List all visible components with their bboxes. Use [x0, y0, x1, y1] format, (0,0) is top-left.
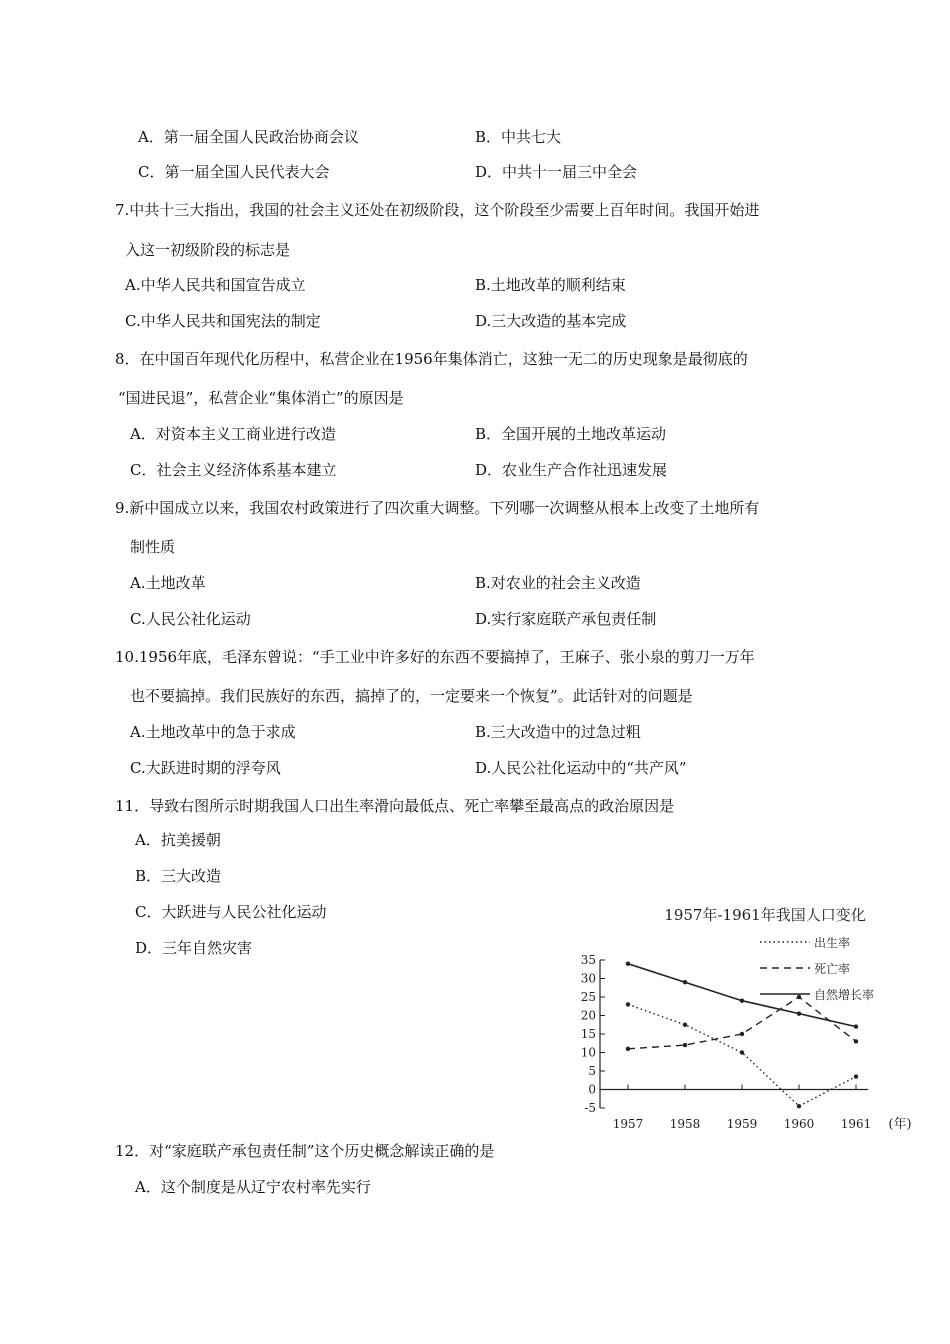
q10-option-c: C.大跃进时期的浮夸风	[130, 759, 281, 777]
x-tick-label: 1960	[783, 1117, 815, 1131]
q11-option-c: C．大跃进与人民公社化运动	[135, 903, 327, 921]
q9-option-a: A.土地改革	[130, 574, 206, 592]
q9-option-c: C.人民公社化运动	[130, 610, 251, 628]
data-point	[854, 1024, 858, 1028]
x-tick-label: 1961	[840, 1117, 872, 1131]
q7-option-b: B.土地改革的顺利结束	[475, 276, 626, 294]
y-tick-label: 0	[588, 1082, 596, 1097]
q10-stem-line2: 也不要搞掉。我们民族好的东西，搞掉了的，一定要来一个恢复”。此话针对的问题是	[130, 687, 693, 705]
q8-stem-line2: “国进民退”，私营企业“集体消亡”的原因是	[118, 389, 404, 407]
q9-stem-line2: 制性质	[130, 538, 176, 556]
chart-legend	[760, 935, 874, 1002]
q8-stem-line1: 8．在中国百年现代化历程中，私营企业在1956年集体消亡，这独一无二的历史现象是最彻底的	[115, 350, 748, 368]
q11-option-d: D．三年自然灾害	[135, 939, 253, 957]
q10-option-a: A.土地改革中的急于求成	[130, 723, 296, 741]
legend-label: 出生率	[814, 936, 851, 950]
data-point	[854, 1074, 858, 1078]
q6-option-b: B．中共七大	[475, 128, 562, 146]
y-tick-label: 10	[580, 1045, 596, 1060]
y-tick-label: 30	[580, 971, 596, 986]
q11-option-b: B．三大改造	[135, 867, 222, 885]
q9-option-d: D.实行家庭联产承包责任制	[475, 610, 657, 628]
q11-stem-line1: 11．导致右图所示时期我国人口出生率滑向最低点、死亡率攀至最高点的政治原因是	[115, 797, 675, 815]
q12-stem-line1: 12．对“家庭联产承包责任制”这个历史概念解读正确的是	[115, 1142, 495, 1160]
q7-option-d: D.三大改造的基本完成	[475, 312, 627, 330]
q7-option-c: C.中华人民共和国宪法的制定	[125, 312, 321, 330]
data-point	[740, 999, 744, 1003]
data-point	[797, 1104, 801, 1108]
y-tick-label: 25	[580, 990, 596, 1004]
series-line-2	[628, 997, 856, 1049]
y-tick-label: 5	[588, 1064, 596, 1078]
data-point	[683, 1023, 687, 1027]
q10-option-b: B.三大改造中的过急过粗	[475, 723, 641, 741]
q8-option-d: D．农业生产合作社迅速发展	[475, 461, 668, 479]
q6-option-a: A．第一届全国人民政治协商会议	[138, 128, 359, 146]
q9-option-b: B.对农业的社会主义改造	[475, 574, 641, 592]
data-point	[854, 1039, 858, 1043]
data-point	[797, 995, 801, 999]
q10-stem-line1: 10.1956年底，毛泽东曾说：“手工业中许多好的东西不要搞掉了，王麻子、张小泉的剪刀一万年	[115, 648, 755, 666]
y-tick-label: -5	[584, 1101, 596, 1115]
chart-title: 1957年-1961年我国人口变化	[664, 906, 866, 924]
legend-label: 死亡率	[814, 962, 851, 976]
q11-option-a: A．抗美援朝	[135, 831, 221, 849]
series-line-1	[628, 1004, 856, 1106]
y-tick-label: 20	[580, 1008, 596, 1023]
data-point	[740, 1050, 744, 1054]
q6-option-d: D．中共十一届三中全会	[475, 163, 638, 181]
data-point	[683, 1043, 687, 1047]
legend-label: 自然增长率	[814, 988, 875, 1002]
q12-option-a: A．这个制度是从辽宁农村率先实行	[135, 1178, 371, 1196]
y-tick-label: 35	[580, 953, 596, 967]
q8-option-c: C．社会主义经济体系基本建立	[130, 461, 337, 479]
x-tick-label: 1959	[726, 1117, 758, 1131]
data-point	[740, 1032, 744, 1036]
x-tick-label: 1957	[612, 1117, 644, 1131]
q8-option-a: A．对资本主义工商业进行改造	[130, 425, 336, 443]
q10-option-d: D.人民公社化运动中的“共产风”	[475, 759, 687, 777]
data-point	[626, 1047, 630, 1051]
q7-stem-line2: 入这一初级阶段的标志是	[125, 241, 291, 259]
q7-stem-line1: 7.中共十三大指出，我国的社会主义还处在初级阶段，这个阶段至少需要上百年时间。我国开始进	[115, 201, 760, 219]
q8-option-b: B．全国开展的土地改革运动	[475, 425, 667, 443]
y-tick-label: 15	[580, 1027, 596, 1041]
q7-option-a: A.中华人民共和国宣告成立	[125, 276, 306, 294]
data-point	[797, 1011, 801, 1015]
x-tick-label: 1958	[669, 1117, 701, 1131]
population-chart	[570, 898, 920, 1138]
q9-stem-line1: 9.新中国成立以来，我国农村政策进行了四次重大调整。下列哪一次调整从根本上改变了土地所有	[115, 499, 760, 517]
x-axis-label: (年)	[888, 1117, 912, 1132]
data-point	[626, 962, 630, 966]
data-point	[626, 1002, 630, 1006]
data-point	[683, 980, 687, 984]
q6-option-c: C．第一届全国人民代表大会	[138, 163, 330, 181]
chart-axes	[581, 953, 912, 1132]
